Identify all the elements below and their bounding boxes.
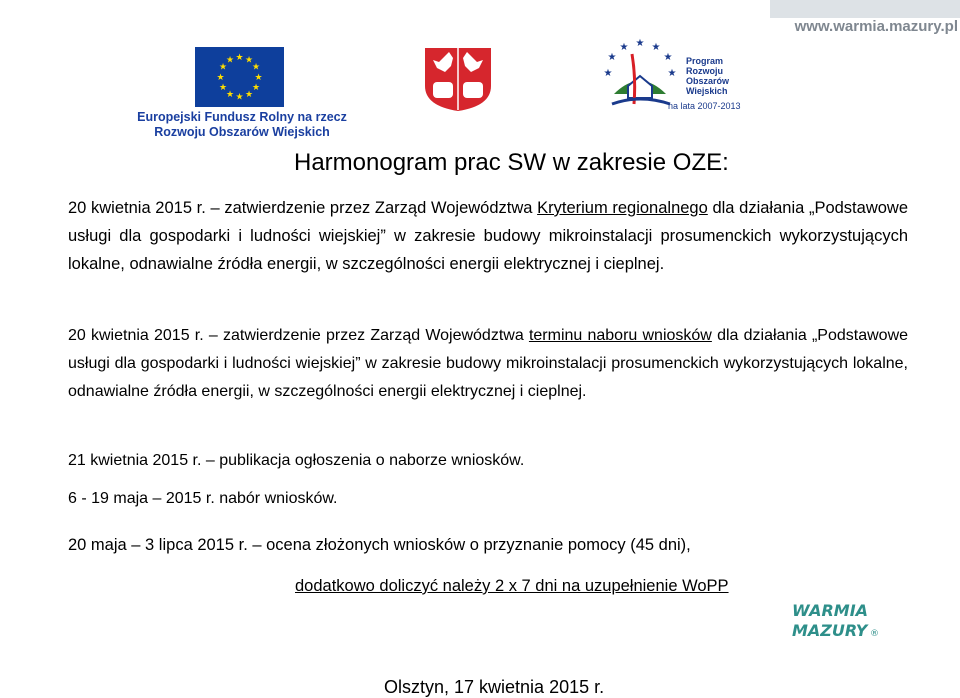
schedule-item-1 bbox=[68, 194, 908, 278]
svg-text:★: ★ bbox=[235, 53, 244, 63]
schedule-item-4: 6 - 19 maja – 2015 r. nabór wniosków. bbox=[68, 490, 338, 507]
item-1-text-b: dla działania „Podstawowe usługi dla gospodarki i ludności wiejskiej” w zakresie budowy mikroinstalacji prosumenckich wykorzystujących lokalne, odnawialne źródła energii, w szczególności energii elektrycznej i cieplnej. bbox=[68, 199, 908, 273]
warmia-mazury-icon bbox=[790, 598, 880, 644]
svg-text:★: ★ bbox=[651, 42, 661, 53]
svg-text:★: ★ bbox=[244, 90, 254, 100]
svg-text:★: ★ bbox=[635, 38, 645, 49]
svg-text:★: ★ bbox=[254, 73, 263, 83]
wm-line-1: WARMIA bbox=[792, 601, 869, 620]
eu-caption-line-1: Europejski Fundusz Rolny na rzecz bbox=[137, 110, 347, 124]
svg-text:★: ★ bbox=[225, 55, 235, 66]
eu-caption-line-2: Rozwoju Obszarów Wiejskich bbox=[154, 125, 330, 139]
eu-flag-logo bbox=[195, 47, 284, 107]
svg-text:★: ★ bbox=[607, 52, 617, 63]
svg-text:★: ★ bbox=[244, 55, 254, 66]
item-2-link[interactable]: terminu naboru wniosków bbox=[528, 327, 712, 344]
eu-stars-icon bbox=[195, 47, 284, 107]
svg-text:★: ★ bbox=[603, 68, 613, 79]
item-1-text-a: 20 kwietnia 2015 r. – zatwierdzenie przez Zarząd Województwa bbox=[68, 199, 538, 217]
svg-text:★: ★ bbox=[225, 90, 235, 100]
wm-mark: ® bbox=[870, 629, 879, 639]
wm-line-2: MAZURY bbox=[792, 621, 868, 640]
schedule-item-3: 21 kwietnia 2015 r. – publikacja ogłoszenia o naborze wniosków. bbox=[68, 452, 525, 469]
prow-name bbox=[686, 56, 729, 96]
item-2-text-b: dla działania „Podstawowe usługi dla gospodarki i ludności wiejskiej” w zakresie budowy mikroinstalacji prosumenckich wykorzystujących lokalne, odnawialne źródła energii, w szczególności energii elektrycznej i cieplnej. bbox=[68, 327, 909, 400]
svg-text:★: ★ bbox=[218, 83, 228, 93]
svg-text:★: ★ bbox=[216, 73, 225, 83]
item-1-link[interactable]: Kryterium regionalnego bbox=[537, 199, 708, 217]
coat-of-arms-icon bbox=[423, 46, 493, 112]
url-banner bbox=[770, 0, 960, 18]
svg-text:★: ★ bbox=[235, 92, 244, 103]
warmia-mazury-logo bbox=[790, 598, 880, 644]
prow-line-4: Wiejskich bbox=[686, 86, 728, 96]
coat-of-arms-logo bbox=[423, 46, 493, 112]
svg-text:★: ★ bbox=[251, 62, 261, 73]
item-2-text-a: 20 kwietnia 2015 r. – zatwierdzenie przez Zarząd Województwa bbox=[68, 327, 529, 344]
prow-line-3: Obszarów bbox=[686, 76, 730, 86]
svg-text:★: ★ bbox=[663, 52, 673, 63]
schedule-item-5: 20 maja – 3 lipca 2015 r. – ocena złożonych wniosków o przyznanie pomocy (45 dni), bbox=[68, 536, 691, 554]
footer-date: Olsztyn, 17 kwietnia 2015 r. bbox=[384, 677, 605, 697]
prow-line-2: Rozwoju bbox=[686, 66, 723, 76]
schedule-item-2 bbox=[68, 322, 908, 406]
prow-years: na lata 2007-2013 bbox=[668, 101, 741, 111]
page-title: Harmonogram prac SW w zakresie OZE: bbox=[294, 149, 729, 176]
svg-text:★: ★ bbox=[251, 83, 261, 93]
schedule-item-6: dodatkowo doliczyć należy 2 x 7 dni na uzupełnienie WoPP bbox=[295, 577, 729, 595]
prow-line-1: Program bbox=[686, 56, 724, 66]
svg-text:★: ★ bbox=[619, 42, 629, 53]
svg-text:★: ★ bbox=[218, 62, 228, 73]
svg-text:★: ★ bbox=[667, 68, 677, 79]
eu-fund-caption bbox=[137, 110, 347, 140]
site-url[interactable]: www.warmia.mazury.pl bbox=[794, 18, 958, 35]
